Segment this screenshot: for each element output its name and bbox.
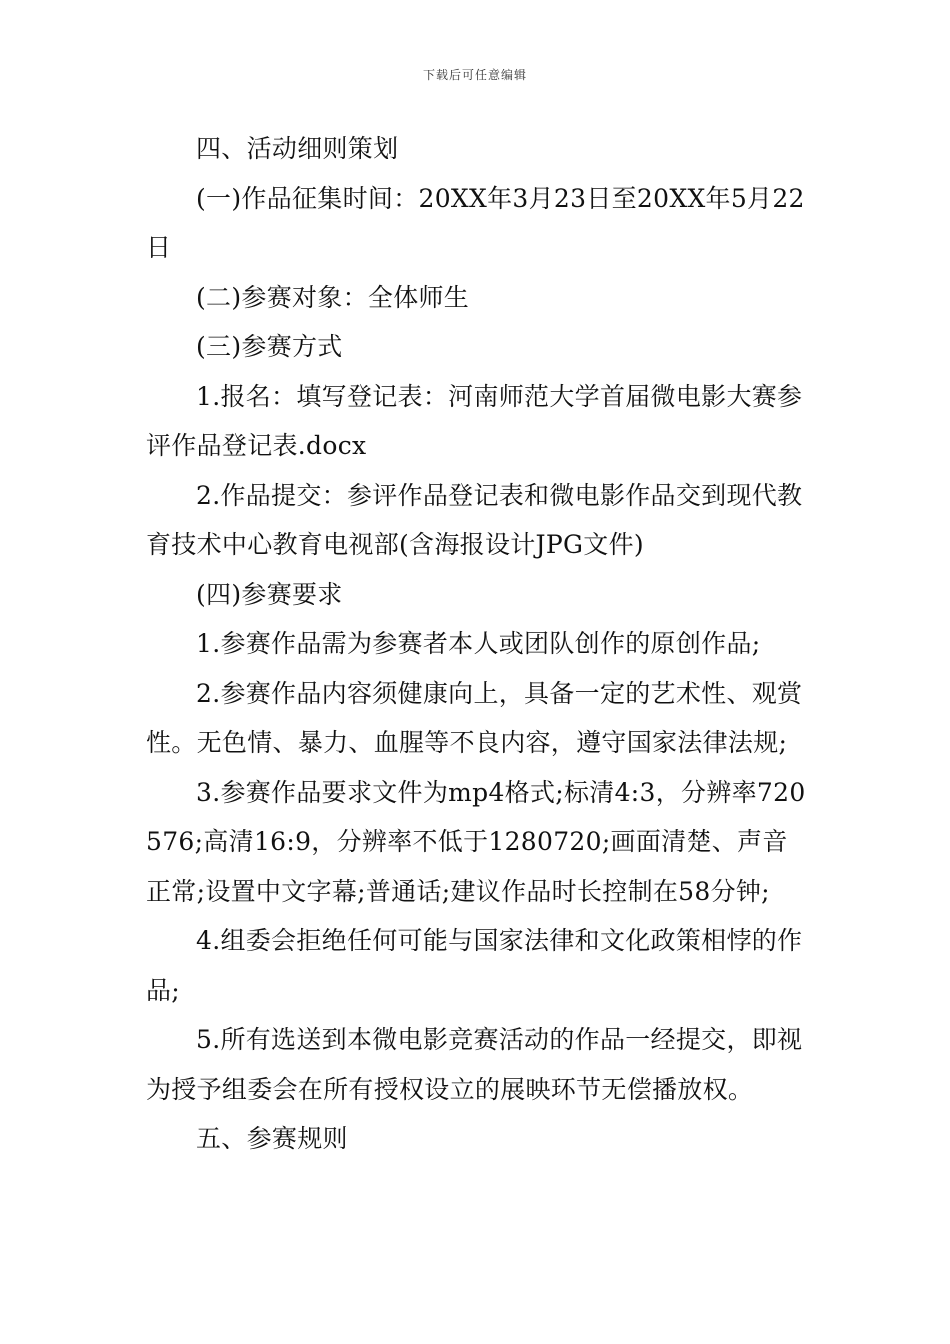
paragraph-method-heading: (三)参赛方式 <box>196 332 343 361</box>
section-heading-rules: 五、参赛规则 <box>196 1124 348 1153</box>
paragraph-submission: 2.作品提交：参评作品登记表和微电影作品交到现代教育技术中心教育电视部(含海报设计JPG文件) <box>146 480 803 559</box>
document-body <box>146 124 806 1164</box>
paragraph-requirement-5: 5.所有选送到本微电影竞赛活动的作品一经提交，即视为授予组委会在所有授权设立的展映环节无偿播放权。 <box>146 1025 803 1104</box>
paragraph-requirement-2: 2.参赛作品内容须健康向上，具备一定的艺术性、观赏性。无色情、暴力、血腥等不良内容，遵守国家法律法规; <box>146 678 803 757</box>
paragraph-requirement-1: 1.参赛作品需为参赛者本人或团队创作的原创作品; <box>196 629 761 658</box>
section-heading-activity-details: 四、活动细则策划 <box>196 134 399 163</box>
paragraph-requirement-3: 3.参赛作品要求文件为mp4格式;标清4:3，分辨率720576;高清16:9，分辨率不低于1280720;画面清楚、声音正常;设置中文字幕;普通话;建议作品时长控制在58分钟; <box>146 777 806 906</box>
page-header-note: 下载后可任意编辑 <box>422 68 527 82</box>
paragraph-requirements-heading: (四)参赛要求 <box>196 579 343 609</box>
paragraph-requirement-4: 4.组委会拒绝任何可能与国家法律和文化政策相悖的作品; <box>146 926 803 1005</box>
paragraph-participants: (二)参赛对象：全体师生 <box>196 282 470 312</box>
paragraph-collection-time: (一)作品征集时间：20XX年3月23日至20XX年5月22日 <box>146 183 805 262</box>
paragraph-registration: 1.报名：填写登记表：河南师范大学首届微电影大赛参评作品登记表.docx <box>146 381 803 460</box>
